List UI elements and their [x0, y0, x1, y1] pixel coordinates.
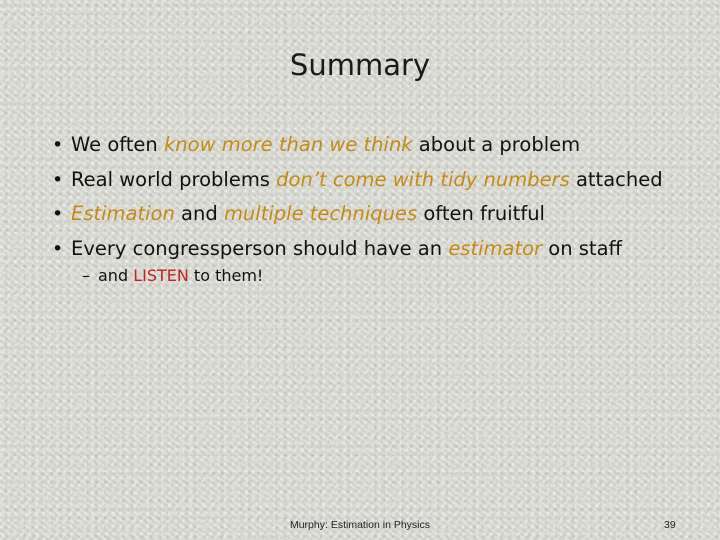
bullet-text-emphasis: Estimation: [71, 202, 175, 225]
bullet-marker: •: [52, 168, 64, 191]
slide-title: Summary: [289, 48, 431, 82]
bullet-text-plain: often fruitful: [417, 202, 545, 225]
sub-bullet-highlight: LISTEN: [133, 266, 189, 285]
sub-bullet-text: and: [98, 266, 134, 285]
sub-bullet: [82, 266, 263, 285]
bullet-marker: •: [52, 237, 64, 260]
slide-footer: Murphy: Estimation in Physics: [289, 519, 431, 531]
bullet-item: [52, 197, 663, 232]
bullet-item: [52, 128, 663, 163]
bullet-text-emphasis: estimator: [448, 236, 543, 260]
bullet-text-plain: We often: [71, 133, 164, 156]
bullet-item: [52, 232, 663, 267]
bullet-text-plain: Real world problems: [71, 167, 277, 191]
bullet-list: [52, 128, 663, 266]
bullet-text-emphasis: multiple techniques: [223, 202, 418, 225]
bullet-text-plain: about a problem: [412, 133, 581, 156]
sub-bullet-marker: –: [82, 266, 90, 285]
bullet-item: [52, 163, 663, 198]
bullet-text-plain: attached: [569, 167, 663, 191]
bullet-text-plain: and: [174, 202, 224, 225]
bullet-text-plain: on staff: [542, 236, 622, 260]
bullet-marker: •: [52, 203, 64, 225]
bullet-text-plain: Every congressperson should have an: [71, 236, 449, 260]
page-number: 39: [664, 519, 676, 531]
sub-bullet-text: to them!: [188, 266, 264, 285]
bullet-marker: •: [52, 134, 64, 156]
bullet-text-emphasis: know more than we think: [164, 133, 413, 156]
bullet-text-emphasis: don’t come with tidy numbers: [276, 167, 570, 191]
